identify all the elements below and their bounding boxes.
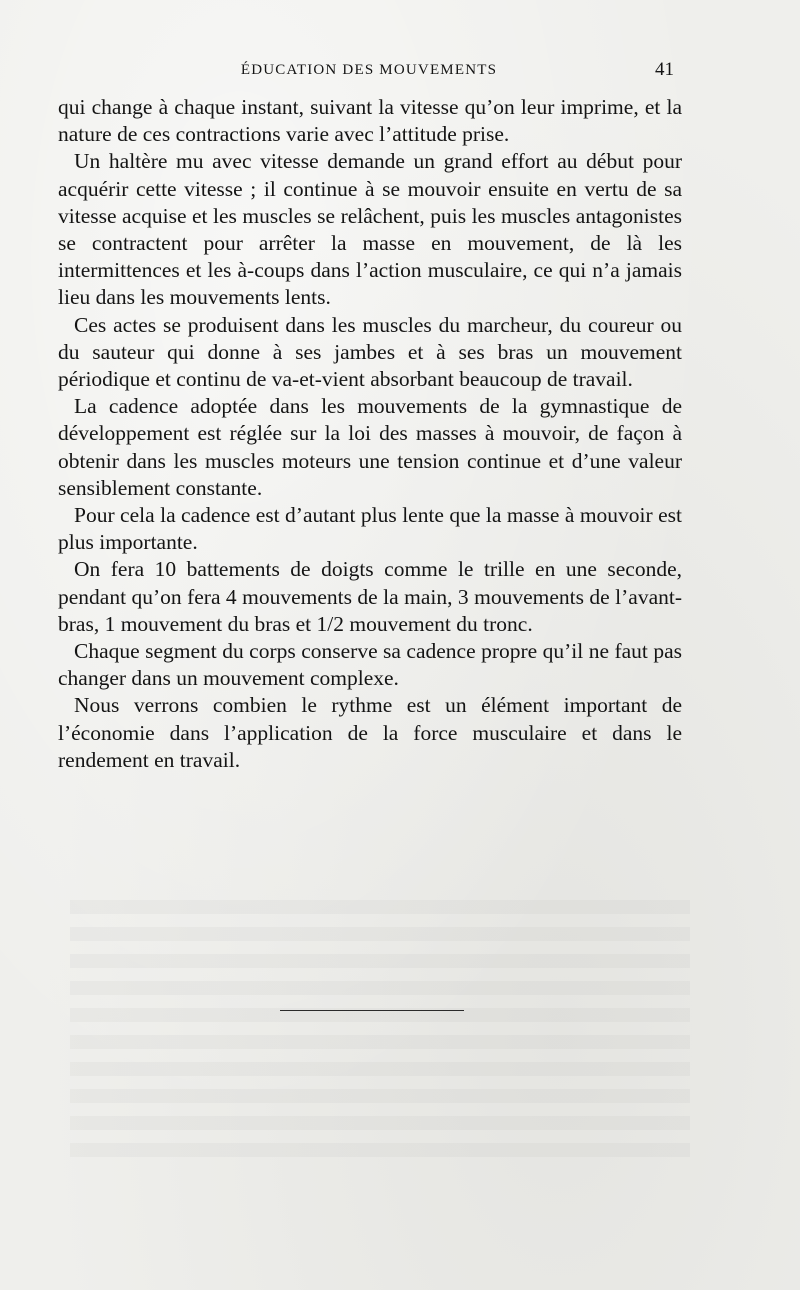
body-text <box>58 94 682 774</box>
running-title: ÉDUCATION DES MOUVEMENTS <box>240 62 498 78</box>
paragraph-segment: Chaque segment du corps conserve sa cadence propre qu’il ne faut pas changer dans un mouvement complexe. <box>58 639 682 691</box>
page-number: 41 <box>655 59 674 80</box>
paragraph-continuation: qui change à chaque instant, suivant la vitesse qu’on leur imprime, et la nature de ces contractions varie avec l’attitude prise. <box>58 95 682 147</box>
paragraph-haltere: Un haltère mu avec vitesse demande un grand effort au début pour acquérir cette vitesse ; il continue à se mouvoir ensuite en vertu de sa vitesse acquise et les muscles se relâchent, puis les muscles antagonistes se contractent pour arrêter la masse en mouvement, de là les intermittences et les à-coups dans l’action musculaire, ce qui n’a jamais lieu dans les mouvements lents. <box>58 149 682 310</box>
paragraph-cadence: La cadence adoptée dans les mouvements de la gymnastique de développement est réglée sur la loi des masses à mouvoir, de façon à obtenir dans les muscles moteurs une tension continue et d’une valeur sensiblement constante. <box>58 394 682 500</box>
running-head <box>58 58 680 82</box>
show-through-texture <box>70 900 690 1160</box>
paragraph-marcheur: Ces actes se produisent dans les muscles du marcheur, du coureur ou du sauteur qui donne à ses jambes et à ses bras un mouvement périodique et continu de va-et-vient absorbant beaucoup de travail. <box>58 312 682 392</box>
paragraph-rythme: Nous verrons combien le rythme est un élément important de l’économie dans l’application de la force musculaire et dans le rendement en travail. <box>58 693 682 772</box>
paragraph-battements: On fera 10 battements de doigts comme le trille en une seconde, pendant qu’on fera 4 mouvements de la main, 3 mouvements de l’avant-bras, 1 mouvement du bras et 1/2 mouvement du tronc. <box>58 557 682 636</box>
paragraph-masse: Pour cela la cadence est d’autant plus lente que la masse à mouvoir est plus importante. <box>58 503 682 555</box>
section-end-rule <box>280 1010 464 1011</box>
